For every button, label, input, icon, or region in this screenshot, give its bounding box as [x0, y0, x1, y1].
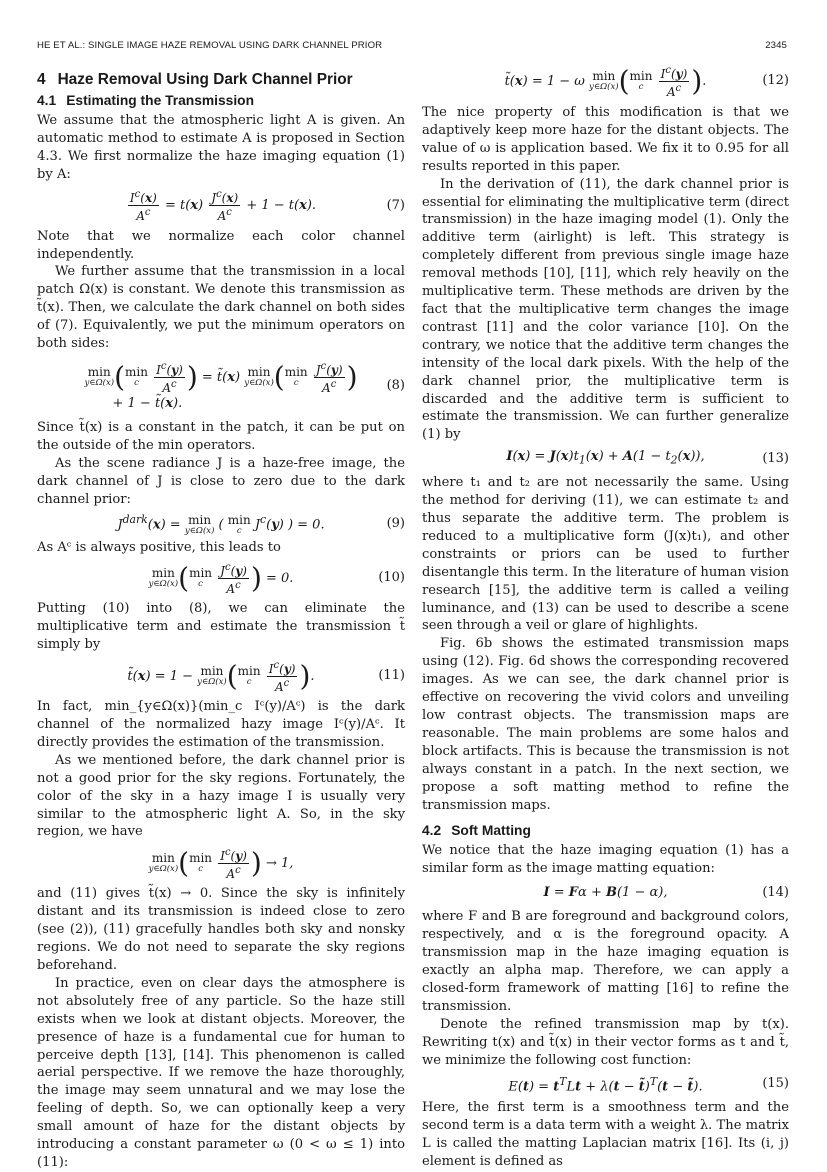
- subsection-number: 4.1: [37, 93, 57, 108]
- equation-number: (14): [762, 885, 789, 901]
- equation-7: [37, 184, 405, 228]
- equation-body: $J^{dark}(x)$ = min y∈Ω(x) ( min c $J^c(y)$ ) = 0.: [117, 512, 325, 536]
- paragraph: As the scene radiance J is a haze-free image, the dark channel of J is close to zero due to the dark channel prior:: [37, 455, 405, 507]
- running-title: HE ET AL.: SINGLE IMAGE HAZE REMOVAL USING DARK CHANNEL PRIOR: [37, 40, 383, 51]
- paragraph: and (11) gives t̃(x) → 0. Since the sky is infinitely distant and its transmission is indeed close to zero (see (2)), (11) gracefully handles both sky and nonsky regions. We do not need to separate the sky regions beforehand.: [37, 886, 405, 973]
- equation-number: (13): [762, 451, 789, 467]
- equation-number: (15): [762, 1076, 789, 1092]
- equation-number: (7): [386, 197, 405, 213]
- equation-body: $E(t) = t^TLt + \lambda(t$ − t̃)$^T$(t − t̃).: [508, 1074, 703, 1095]
- subsection-heading-4-2: [422, 822, 789, 839]
- left-column: [37, 66, 405, 1172]
- equation-number: (10): [378, 570, 405, 586]
- equation-number: (9): [386, 515, 405, 531]
- paragraph: Since t̃(x) is a constant in the patch, it can be put on the outside of the min operators.: [37, 419, 405, 453]
- equation-sky: [37, 841, 405, 885]
- section-number: 4: [37, 71, 46, 88]
- subsection-title: Estimating the Transmission: [66, 93, 255, 108]
- equation-body: min y∈Ω(x) ( min c $\frac{I^c(y)}{A^c}$ ) → 1,: [148, 846, 294, 881]
- paragraph: We further assume that the transmission in a local patch Ω(x) is constant. We denote this transmission as t̃(x). Then, we calculate the dark channel on both sides of (7). Equivalently, we put the minimum operators on both sides:: [37, 264, 405, 352]
- running-header: [37, 40, 787, 54]
- equation-body: t̃(x) = 1 − min y∈Ω(x) ( min c $\frac{I^c(y)}{A^c}$ ).: [127, 659, 315, 694]
- paragraph: As we mentioned before, the dark channel prior is not a good prior for the sky regions. Fortunately, the color of the sky in a hazy image I is usually very similar to the atmospheric light A. So, in the sky region, we have: [37, 752, 405, 840]
- paragraph: We notice that the haze imaging equation (1) has a similar form as the image matting equation:: [422, 843, 789, 877]
- section-title: Haze Removal Using Dark Channel Prior: [57, 71, 353, 88]
- equation-8: [37, 353, 405, 419]
- subsection-heading-4-1: [37, 92, 405, 109]
- equation-14: [422, 878, 789, 908]
- paragraph: Note that we normalize each color channel independently.: [37, 228, 405, 262]
- equation-body: min y∈Ω(x) ( min c $\frac{I^c(y)}{A^c}$ ) = t̃(x) min y∈Ω(x) ( min c $\frac{J^c(y)}{A^c}$ ) + 1 − t̃(x).: [84, 360, 358, 411]
- equation-11: [37, 654, 405, 698]
- equation-body: I = Fα + B(1 − α),: [543, 885, 668, 901]
- equation-number: (11): [378, 668, 405, 684]
- paragraph: The nice property of this modification is that we adaptively keep more haze for the distant objects. The value of ω is application based. We fix it to 0.95 for all results reported in this paper.: [422, 105, 789, 174]
- equation-13: [422, 444, 789, 474]
- equation-body: t̃(x) = 1 − ω min y∈Ω(x) ( min c $\frac{I^c(y)}{A^c}$ ).: [504, 64, 707, 99]
- section-heading: [37, 70, 405, 89]
- paragraph: In fact, min_{y∈Ω(x)}(min_c Iᶜ(y)/Aᶜ) is the dark channel of the normalized hazy image Iᶜ(y)/Aᶜ. It directly provides the estimation of the transmission.: [37, 699, 405, 750]
- subsection-title: Soft Matting: [451, 823, 531, 839]
- equation-15: [422, 1069, 789, 1099]
- equation-body: $\frac{I^c(x)}{A^c}$ = t(x) $\frac{J^c(x)}{A^c}$ + 1 − t(x).: [129, 189, 317, 224]
- paragraph: Putting (10) into (8), we can eliminate the multiplicative term and estimate the transmission t̃ simply by: [37, 601, 405, 653]
- page-number: 2345: [765, 40, 787, 51]
- equation-10: [37, 556, 405, 600]
- paragraph: Denote the refined transmission map by t(x). Rewriting t(x) and t̃(x) in their vector forms as t and t̃, we minimize the following cost function:: [422, 1016, 789, 1068]
- equation-12: [422, 58, 789, 104]
- paragraph: Here, the first term is a smoothness term and the second term is a data term with a weight λ. The matrix L is called the matting Laplacian matrix [16]. Its (i, j) element is defined as: [422, 1100, 789, 1170]
- subsection-number: 4.2: [422, 823, 442, 839]
- paragraph: Fig. 6b shows the estimated transmission maps using (12). Fig. 6d shows the corresponding recovered images. As we can see, the dark channel prior is effective on recovering the vivid colors and unveiling low contrast objects. The transmission maps are reasonable. The main problems are some halos and block artifacts. This is because the transmission is not always constant in a patch. In the next section, we propose a soft matting method to refine the transmission maps.: [422, 636, 789, 813]
- equation-number: (8): [386, 378, 405, 394]
- right-column: [422, 58, 789, 1171]
- paragraph: In practice, even on clear days the atmosphere is not absolutely free of any particle. So the haze still exists when we look at distant objects. Moreover, the presence of haze is a fundamental cue for human to perceive depth [13], [14]. This phenomenon is called aerial perspective. If we remove the haze thoroughly, the image may seem unnatural and we may lose the feeling of depth. So, we can optionally keep a very small amount of haze for the distant objects by introducing a constant parameter ω (0 < ω ≤ 1) into (11):: [37, 975, 405, 1170]
- paragraph: where t₁ and t₂ are not necessarily the same. Using the method for deriving (11), we can estimate t₂ and thus separate the additive term. The problem is reduced to a multiplicative form (J(x)t₁), and other constraints or priors can be used to further disentangle this term. In the literature of human vision research [15], the additive term is called a veiling luminance, and (13) can be used to describe a scene seen through a veil or glare of highlights.: [422, 475, 789, 634]
- equation-9: [37, 509, 405, 539]
- paragraph: As Aᶜ is always positive, this leads to: [37, 539, 281, 555]
- equation-body: min y∈Ω(x) ( min c $\frac{J^c(y)}{A^c}$ ) = 0.: [148, 561, 294, 596]
- equation-number: (12): [762, 73, 789, 89]
- paragraph: where F and B are foreground and background colors, respectively, and α is the foreground opacity. A transmission map in the haze imaging equation is exactly an alpha map. Therefore, we can apply a closed-form framework of matting [16] to refine the transmission.: [422, 909, 789, 1014]
- paragraph: In the derivation of (11), the dark channel prior is essential for eliminating the multiplicative term (direct transmission) in the haze imaging model (1). Only the additive term (airlight) is left. This strategy is completely different from previous single image haze removal methods [10], [11], which rely heavily on the multiplicative term. These methods are driven by the fact that the multiplicative term changes the image contrast [11] and the color variance [10]. On the contrary, we notice that the additive term changes the intensity of the local dark pixels. With the help of the dark channel prior, the multiplicative term is discarded and the additive term is sufficient to estimate the transmission. We can further generalize (1) by: [422, 176, 789, 443]
- equation-body: $I(x) = J(x)t_1(x) + A(1 - t_2(x))$,: [506, 449, 705, 468]
- paragraph: We assume that the atmospheric light A is given. An automatic method to estimate A is proposed in Section 4.3. We first normalize the haze imaging equation (1) by A:: [37, 113, 405, 182]
